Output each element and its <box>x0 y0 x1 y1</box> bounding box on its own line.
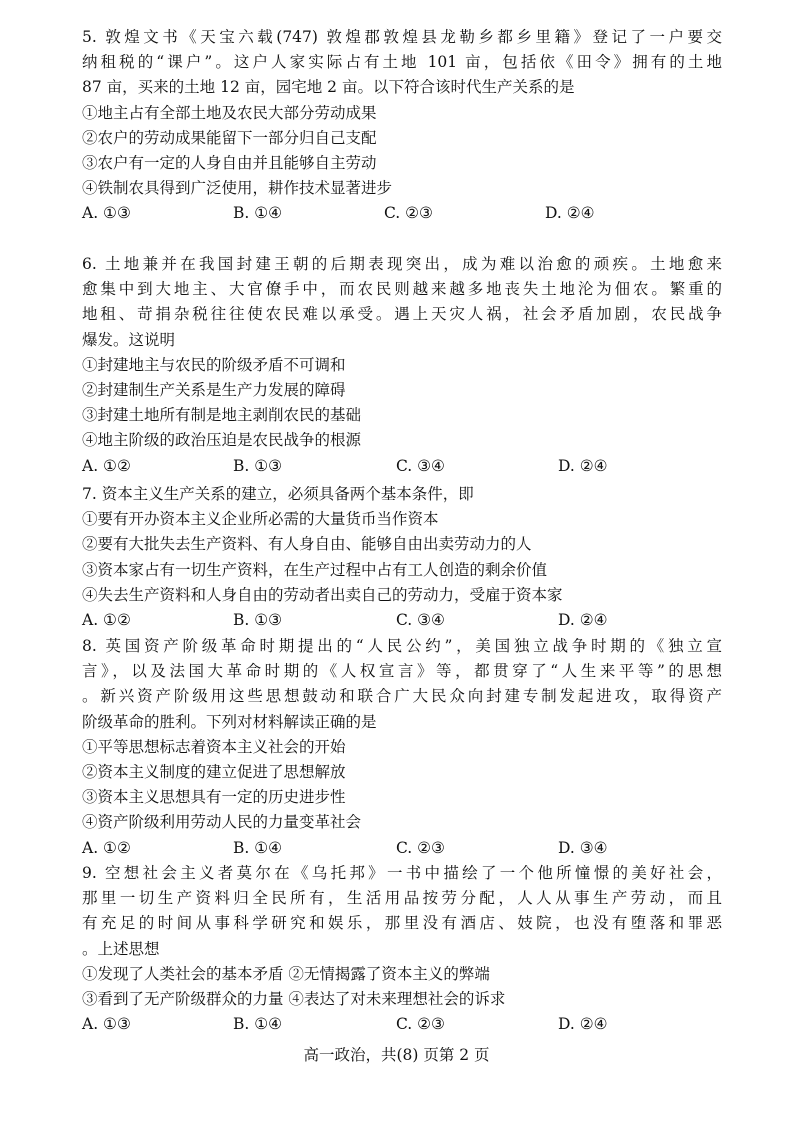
stem-line: 87 亩，买来的土地 12 亩，园宅地 2 亩。以下符合该时代生产关系的是 <box>82 78 575 97</box>
question-5 <box>82 25 722 227</box>
choice-a: A. ①③ <box>82 1015 131 1034</box>
option-statement: ③封建土地所有制是地主剥削农民的基础 <box>82 406 362 425</box>
choice-d: D. ②④ <box>558 456 608 475</box>
stem-line: 那里一切生产资料归全民所有，生活用品按劳分配，人人从事生产劳动，而且 <box>82 889 722 908</box>
option-statement: ①地主占有全部土地及农民大部分劳动成果 <box>82 103 377 122</box>
option-statement: ①要有开办资本主义企业所必需的大量货币当作资本 <box>82 510 439 529</box>
choice-d: D. ②④ <box>558 610 608 629</box>
choice-b: B. ①④ <box>233 838 283 857</box>
option-statement: ②农户的劳动成果能留下一部分归自己支配 <box>82 128 377 147</box>
choice-a: A. ①② <box>82 610 131 629</box>
choice-c: C. ②③ <box>396 1015 445 1034</box>
stem-line: 6. 土地兼并在我国封建王朝的后期表现突出，成为难以治愈的顽疾。土地愈来 <box>82 255 722 273</box>
choice-d: D. ②④ <box>545 204 595 223</box>
question-stem <box>82 482 722 507</box>
option-statement: ①封建地主与农民的阶级矛盾不可调和 <box>82 355 346 374</box>
stem-line: 7. 资本主义生产关系的建立，必须具备两个基本条件，即 <box>82 485 474 503</box>
answer-choices <box>82 201 722 226</box>
choice-b: B. ①④ <box>233 1015 283 1034</box>
choice-c: C. ③④ <box>396 456 445 475</box>
question-7 <box>82 482 722 633</box>
choice-a: A. ①② <box>82 456 131 475</box>
option-statement: ④地主阶级的政治压迫是农民战争的根源 <box>82 431 362 450</box>
option-statement: ①平等思想标志着资本主义社会的开始 <box>82 737 346 756</box>
stem-line: 言》，以及法国大革命时期的《人权宣言》等，都贯穿了“人生来平等”的思想 <box>82 662 722 681</box>
option-statement: ③看到了无产阶级群众的力量 ④表达了对未来理想社会的诉求 <box>82 989 506 1008</box>
choice-b: B. ①③ <box>233 610 283 629</box>
question-9 <box>82 861 722 1037</box>
answer-choices <box>82 1012 722 1037</box>
question-stem <box>82 634 722 735</box>
stem-line: 8. 英国资产阶级革命时期提出的“人民公约”，美国独立战争时期的《独立宣 <box>82 637 722 655</box>
stem-line: 9. 空想社会主义者莫尔在《乌托邦》一书中描绘了一个他所憧憬的美好社会， <box>82 864 722 882</box>
question-8 <box>82 634 722 861</box>
stem-line: 。新兴资产阶级用这些思想鼓动和联合广大民众向封建专制发起进攻，取得资产 <box>82 687 722 706</box>
option-statement: ③资本主义思想具有一定的历史进步性 <box>82 788 346 807</box>
option-statement: ④资产阶级利用劳动人民的力量变革社会 <box>82 813 362 832</box>
stem-line: 爆发。这说明 <box>82 330 176 349</box>
option-statement: ②资本主义制度的建立促进了思想解放 <box>82 762 346 781</box>
option-statement: ④失去生产资料和人身自由的劳动者出卖自己的劳动力，受雇于资本家 <box>82 585 563 604</box>
stem-line: 阶级革命的胜利。下列对材料解读正确的是 <box>82 712 377 731</box>
question-stem <box>82 861 722 962</box>
option-statement: ②封建制生产关系是生产力发展的障碍 <box>82 380 346 399</box>
stem-line: 愈集中到大地主、大官僚手中，而农民则越来越多地丧失土地沦为佃农。繁重的 <box>82 280 722 299</box>
stem-line: 地租、苛捐杂税往往使农民难以承受。遇上天灾人祸，社会矛盾加剧，农民战争 <box>82 305 722 324</box>
choice-c: C. ③④ <box>396 610 445 629</box>
answer-choices <box>82 836 722 861</box>
choice-b: B. ①④ <box>233 204 283 223</box>
stem-line: 5. 敦煌文书《天宝六载(747) 敦煌郡敦煌县龙勒乡都乡里籍》登记了一户要交 <box>82 28 722 46</box>
choice-a: A. ①② <box>82 838 131 857</box>
choice-c: C. ②③ <box>384 204 433 223</box>
option-statement: ②要有大批失去生产资料、有人身自由、能够自由出卖劳动力的人 <box>82 535 532 554</box>
option-statement: ③农户有一定的人身自由并且能够自主劳动 <box>82 153 377 172</box>
question-6 <box>82 252 722 479</box>
page-footer: 高一政治，共(8) 页第 2 页 <box>303 1046 490 1064</box>
option-statement: ①发现了人类社会的基本矛盾 ②无情揭露了资本主义的弊端 <box>82 964 490 983</box>
answer-choices <box>82 454 722 479</box>
question-stem <box>82 252 722 353</box>
stem-line: 有充足的时间从事科学研究和娱乐，那里没有酒店、妓院，也没有堕落和罪恶 <box>82 914 722 933</box>
stem-line: 。上述思想 <box>82 939 160 958</box>
choice-c: C. ②③ <box>396 838 445 857</box>
answer-choices <box>82 608 722 633</box>
choice-b: B. ①③ <box>233 456 283 475</box>
option-statement: ③资本家占有一切生产资料，在生产过程中占有工人创造的剩余价值 <box>82 560 548 579</box>
choice-d: D. ②④ <box>558 1015 608 1034</box>
choice-d: D. ③④ <box>558 838 608 857</box>
choice-a: A. ①③ <box>82 204 131 223</box>
option-statement: ④铁制农具得到广泛使用，耕作技术显著进步 <box>82 179 393 198</box>
stem-line: 纳租税的“课户”。这户人家实际占有土地 101 亩，包括依《田令》拥有的土地 <box>82 53 722 72</box>
question-stem <box>82 25 722 101</box>
